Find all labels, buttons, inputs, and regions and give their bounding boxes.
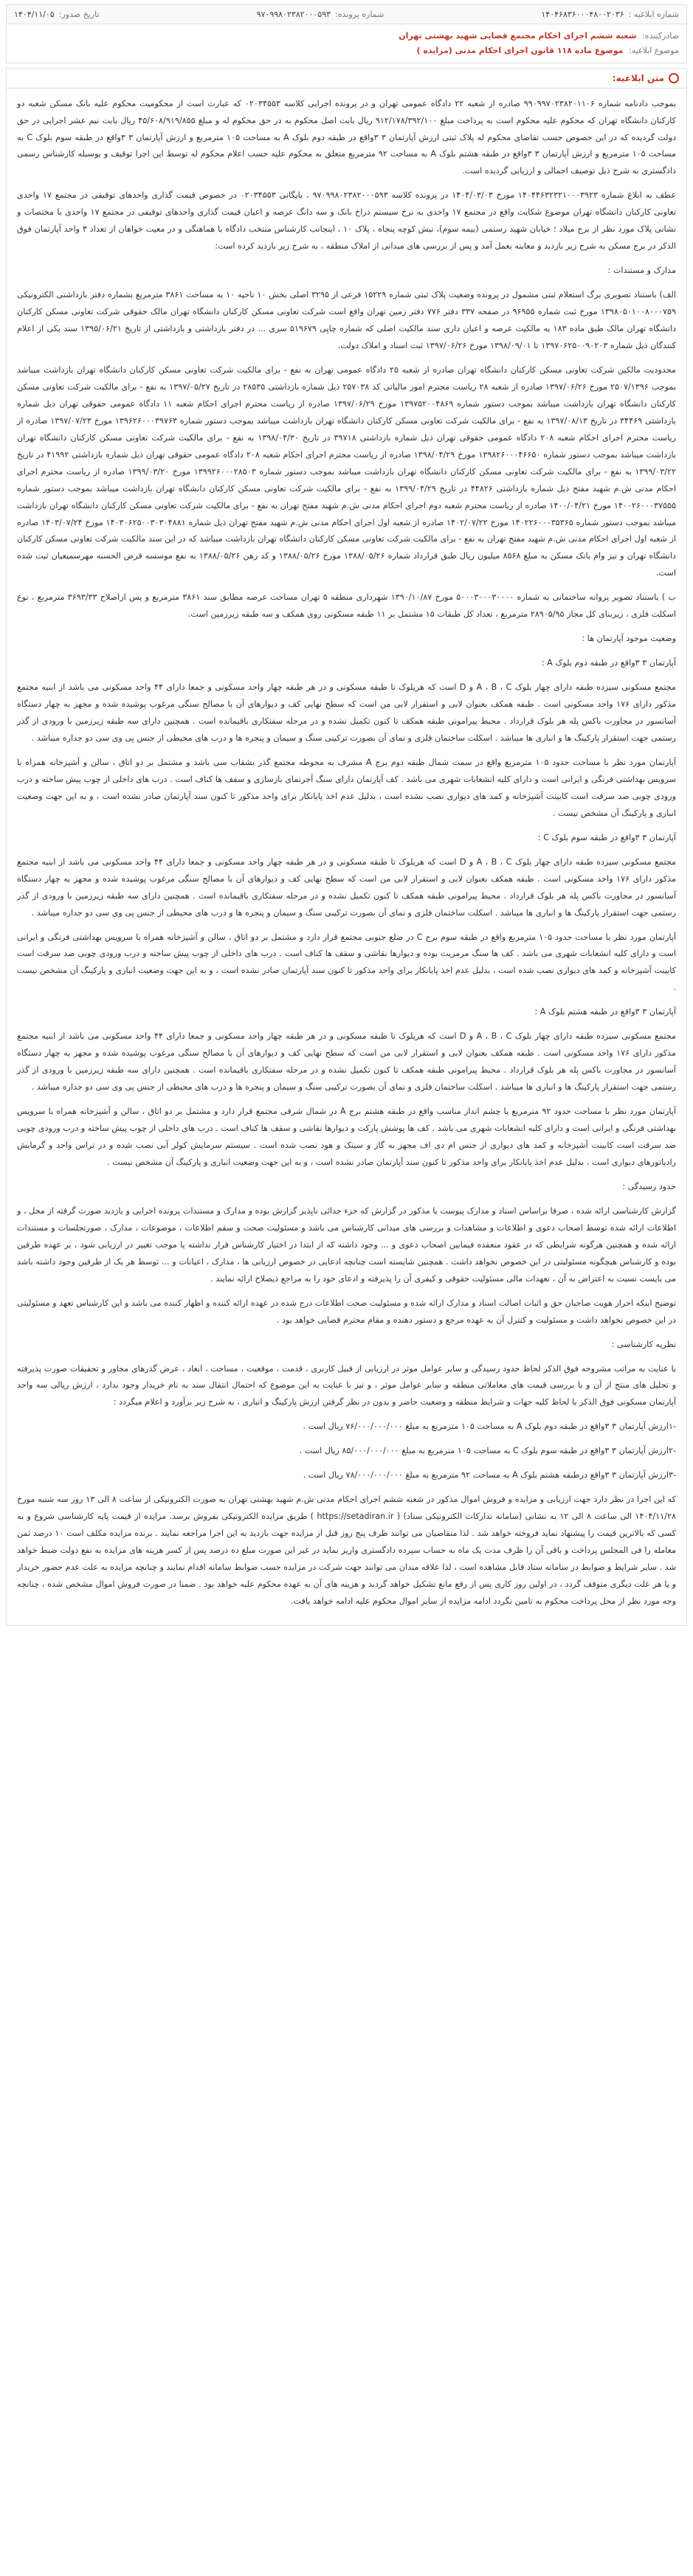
- info-circle-icon: [669, 73, 679, 83]
- notice-paragraph: با عنایت به مراتب مشروحه فوق الذکر لحاظ حدود رسیدگی و سایر عوامل موثر در ارزیابی از قبیل کاربری ، قدمت ، موقعیت ، مساحت ، ابعاد ، عرض گذرهای مجاور و تحقیقات صورت پذیرفته و تحلیل های منتج از آن و با بررسی قیمت های معاملاتی منطقه و سایر عوامل موثر ، و نیز با عنایت به این موضوع که احتمال انتقال سند به نام خریدار وجود ندارد ، ارزش ریالی سه واحد آپارتمان مسکونی فوق الذکر با لحاظ کلیه جهات و شرایط منطقه و وضعیت حاضر و بدون در نظر گرفتن ارزش پارکینگ و انباری ، به شرح زیر برآورد و اعلام میگردد :: [17, 1363, 676, 1408]
- notice-paragraph: که این اجرا در نظر دارد جهت ارزیابی و مزایده و فروش اموال مذکور در شعبه ششم اجرای احکام مدنی ش.م شهید بهشتی تهران به صورت الکترونیکی از ساعت ۸ الی ۱۳ روز سه شنبه مورخ ۱۴۰۴/۱۱/۲۸ الی ساعت ۸ الی ۱۲ به نشانی (سامانه تدارکات الکترونیکی ستاد) ( https://setadiran.ir ) طریق مزایده الکترونیکی بفروش برسد. مزایده از قیمت پایه کارشناسی شروع و به کسی که بالاترین قیمت را پیشنهاد نماید فروخته خواهد شد . لذا متقاضیان می توانند ظرف پنج روز قبل از مزایده جهت بازدید به این اجرا مراجعه نمایند . برنده مزایده مکلف است ۱۰ درصد ثمن معامله را فی المجلس پرداخت و باقی آن را ظرف مدت یک ماه به حساب سپرده دادگستری واریز نماید در غیر این صورت مبلغ ده درصد پس از کسر هزینه های مزایده به نفع دولت ضبط خواهد شد . سایر شرایط و ضوابط در سامانه ستاد قابل مشاهده است ، لذا علاقه مندان می توانند جهت شرکت در مزایده حسب ضوابط سامانه اقدام نمایند و چنانچه مزایده به علت عدم حضور خریدار و یا هر علت دیگری متوقف گردد ، در اولین روز کاری پس از رفع مانع تشکیل خواهد گردید و هزینه های آن به عهده محکوم علیه خواهد بود . ضمنا در صورت فروش اموال مشخص شده ، چنانچه وجه مورد نظر از محل پرداخت محکوم به تامین نگردد ادامه مزایده از سایر اموال محکوم علیه ادامه خواهد یافت.: [17, 1495, 676, 1606]
- notice-paragraph: مدارک و مستندات :: [607, 266, 676, 276]
- notice-paragraph: آپارتمان ۳ ۳واقع در طبقه دوم بلوک A :: [541, 658, 676, 668]
- notice-paragraph: آپارتمان ۳ ۳واقع در طبقه سوم بلوک C :: [537, 832, 676, 842]
- notice-body: [6, 88, 687, 1626]
- notice-header: [6, 24, 687, 63]
- notice-text-title: متن ابلاغیه:: [612, 72, 664, 83]
- notice-paragraph: حدود رسیدگی :: [622, 1181, 676, 1191]
- subject-row: [14, 44, 679, 58]
- case-number-label: شماره پرونده:: [335, 10, 385, 19]
- notice-paragraph: -۳ارزش آپارتمان ۳ ۳واقع درطبقه هشتم بلوک A به مساحت ۹۲ مترمربع به مبلغ ۷۸/۰۰۰/۰۰۰/۰۰۰ ریال است .: [303, 1470, 676, 1481]
- notice-number: [541, 10, 679, 19]
- notice-paragraph: مجتمع مسکونی سیزده طبقه دارای چهار بلوک A ، B ، C و D است که هریلوک تا طبقه مسکونی و در هر طبقه چهار واحد مسکونی و جمعا دارای ۴۴ واحد مسکونی می باشد از ابنیه مجتمع مذکور دارای ۱۷۶ واحد مسکونی است . طبقه همکف بعنوان لابی و استقرار لابی من است که سطح نهایی کف و دیوارهای آن با مصالح سنگی مرغوب پوشیده شده و مجهز به چهار دستگاه آسانسور در مجاورت باکس پله هر بلوک قرارداد . محیط پیرامونی طبقه همکف تا کنون تکمیل نشده و در مرحله سفتکاری باقیمانده است . همچنین دارای سه طبقه زیرزمین با ورودی از گذر رستمی جهت استقرار پارکینگ ها و انباری ها میباشد . اسکلت ساختمان فلزی و نمای آن بصورت ترکیبی سنگ و سیمان و پنجره ها و درب های محیطی از جنس پی وی سی دو جداره میباشد .: [17, 1031, 676, 1093]
- notice-paragraph: آپارتمان مورد نظر با مساحت حدود ۹۲ مترمربع با چشم انداز مناسب واقع در طبقه هشتم برج A در شمال شرقی مجتمع قرار دارد و مشتمل بر دو اتاق ، سالن و آشپزخانه همراه با سرویس بهداشتی فرنگی و ایرانی است و دارای کلیه انشعابات شهری می باشد . کف ها پوشش پارکت و دیوارها نقاشی و سقف ها کناف است . درب های داخلی از چوب پیش ساخته و درب ورودی چوبی ضد سرقت است کابینت آشپزخانه و کمد های دیواری از جنس ام دی اف مجهز به گاز و سینک و هود نصب شده است . سیستم سرمایش کولر آبی نصب شده و در تراس واحد و گرمایش رادیاتورهای دیواری است ، بدلیل عدم اخذ پایانکار برای واحد مذکور تا کنون سند آپارتمان صادر نشده است ، و به این جهت وضعیت انباری و پارکینگ آن مشخص نیست .: [17, 1107, 676, 1167]
- notice-paragraph: آپارتمان مورد نظر با مساحت حدود ۱۰۵ مترمربع واقع در سمت شمال طبقه دوم برج A مشرف به محوطه مجتمع گذر بشقاب سی باشد و مشتمل بر دو اتاق ، سالن و آشپزخانه همراه با سرویس بهداشتی فرنگی و ایرانی است و دارای کلیه انشعابات شهری می باشد . کف آپارتمان دارای سنگ آجرنمای بازسازی و سقف ها کناف است . درب های داخلی از چوب پیش ساخته و درب ورودی چوبی ضد سرقت است کابینت آشپزخانه و کمد های دیواری نصب نشده است ، بدلیل عدم اخذ پایانکار برای واحد مذکور تا کنون سند آپارتمان صادر نشده است ، و به این جهت وضعیت انباری و پارکینگ آن مشخص نیست .: [17, 757, 676, 818]
- case-number: [257, 10, 385, 19]
- notice-paragraph: مجتمع مسکونی سیزده طبقه دارای چهار بلوک A ، B ، C و D است که هریلوک تا طبقه مسکونی و در هر طبقه چهار واحد مسکونی و جمعا دارای ۴۴ واحد مسکونی می باشد از ابنیه مجتمع مذکور دارای ۱۷۶ واحد مسکونی است . طبقه همکف بعنوان لابی و استقرار لابی من است که سطح نهایی کف و دیوارهای آن با مصالح سنگی مرغوب پوشیده شده و مجهز به چهار دستگاه آسانسور در مجاورت باکس پله هر بلوک قرارداد . محیط پیرامونی طبقه همکف تا کنون تکمیل نشده و در مرحله سفتکاری باقیمانده است . همچنین دارای سه طبقه زیرزمین با ورودی از گذر رستمی جهت استقرار پارکینگ ها و انباری ها میباشد . اسکلت ساختمان فلزی و نمای آن بصورت ترکیبی سنگ و سیمان و پنجره ها و درب های محیطی از جنس پی وی سی دو جداره میباشد .: [17, 682, 676, 743]
- issue-date-value: ۱۴۰۴/۱۱/۰۵: [14, 10, 55, 19]
- issuer-label: صادرکننده:: [641, 31, 679, 41]
- case-number-value: ۹۷۰۹۹۸۰۲۳۸۲۰۰۰۵۹۳: [256, 10, 331, 19]
- notice-paragraph: مجتمع مسکونی سیزده طبقه دارای چهار بلوک A ، B ، C و D است که هریلوک تا طبقه مسکونی و در هر طبقه چهار واحد مسکونی و جمعا دارای ۴۴ واحد مسکونی می باشد از ابنیه مجتمع مذکور دارای ۱۷۶ واحد مسکونی است . طبقه همکف بعنوان لابی و استقرار لابی من است که سطح نهایی کف و دیوارهای آن با مصالح سنگی مرغوب پوشیده شده و مجهز به چهار دستگاه آسانسور در مجاورت باکس پله هر بلوک قرارداد . محیط پیرامونی طبقه همکف تا کنون تکمیل نشده و در مرحله سفتکاری باقیمانده است . همچنین دارای سه طبقه زیرزمین با ورودی از گذر رستمی جهت استقرار پارکینگ ها و انباری ها میباشد . اسکلت ساختمان فلزی و نمای آن بصورت ترکیبی سنگ و سیمان و پنجره ها و درب های محیطی از جنس پی وی سی دو جداره میباشد .: [17, 856, 676, 918]
- notice-number-value: ۱۴۰۴۶۸۳۶۰۰۰۴۸۰۰۲۰۳۶: [541, 10, 624, 19]
- notice-paragraph: ب ) باستناد تصویر پروانه ساختمانی به شماره ۵۰۰۰۳۰۰۰۳۰۰۰۰ مورخ ۱۳۹۰/۱۰/۸۷ شهرداری منطقه ۵ تهران مساحت عرصه مطابق سند ۳۸۶۱ مترمربع و پس ازاصلاح ۳۶۹۳/۳۳ مترمربع ، نوع اسکلت فلزی ، زیربنای کل مجاز ۲۸۹۰۵/۹۵ مترمربع ، تعداد کل طبقات ۱۵ مشتمل بر ۱۱ طبقه مسکونی روی همکف و سه طبقه زیرزمین است.: [17, 592, 676, 620]
- notice-paragraph: وضعیت موجود آپارتمان ها :: [582, 634, 676, 644]
- issue-date: [14, 10, 100, 19]
- meta-bar: [6, 4, 687, 24]
- notice-paragraph: الف) باستناد تصویری برگ استعلام ثبتی مشمول در پرونده وضعیت پلاک ثبتی شماره ۱۵۲۲۹ فرعی از ۳۲۹۵ اصلی بخش ۱۰ ناحیه ۱۰ به مساحت ۳۸۶۱ مترمربع بشماره دفتر بازداشتی الکترونیکی ۱۳۹۸۰۵۰۱۰۰۸۰۰۰۷۵۹ مورخ ثبت شماره ۹۶۹۵۵ در صفحه ۳۳۷ دفتر ۷۷۶ دفتر زمین تهران واقع است شرکت تعاونی مسکن کارکنان دانشگاه تهران مالک حقوقی شرکت تعاونی مسکن کارکنان دانشگاه تهران مالک طبق ماده ۱۸۳ به مالکیت عرصه و اعیان داری سند مالکیت اصلی که شماره چاپی ۵۱۹۶۷۹ سری ... در دفتر بازداشتی و بازداشتی از تاریخ ۱۳۹۵/۰۶/۲۱ سند یکی از اعلام کنندگان ذیل شماره ۱۳۹۷۰۶۲۵۰۰۹۰۲۰۳ تا ۱۳۹۸/۰۹/۰۱ مورخ ۱۳۹۷/۰۶/۲۶ ثبت اسناد و املاک دولت.: [17, 290, 676, 350]
- notice-paragraph: بموجب دادنامه شماره ۹۹۰۹۹۷۰۲۳۸۲۰۱۱۰۶ صادره از شعبه ۲۲ دادگاه عمومی تهران و در پرونده اجرایی کلاسه ۰۲۰۳۴۵۵۳ که عبارت است از محکومیت محکوم علیه بانک مسکن شعبه دو کارکنان دانشگاه تهران که محکوم علیه محکوم است به پرداخت مبلغ ۹۱۲/۱۷۸/۳۹۲/۱۰۰ ریال بابت اصل محکوم به در حق محکوم له و مبلغ ۴۵/۶۰۸/۹۱۹/۸۵۵ ریال بابت نیم عشر اجرایی در حق دولت گردیده که در این خصوص حسب تقاضای محکوم له پلاک ثبتی ارزش آپارتمان ۳ ۳واقع در طبقه دوم بلوک A به مساحت ۱۰۵ مترمربع و ارزش آپارتمان ۳ ۳واقع در طبقه سوم بلوک C به مساحت ۱۰۵ مترمربع و ارزش آپارتمان ۳ ۳واقع در طبقه هشتم بلوک A به مساحت ۹۲ مترمربع متعلق به محکوم علیه حسب اعلام محکوم له توسط این اجرا توقیف و بوسیله کارشناس رسمی دادگستری به شرح ذیل توصیف اجمالی و ارزیابی گردیده است.: [17, 98, 677, 176]
- notice-paragraph: -۲ارزش آپارتمان ۳ ۳واقع در طبقه سوم بلوک C به مساحت ۱۰۵ مترمربع به مبلغ ۸۵/۰۰۰/۰۰۰/۰۰۰ ریال است .: [299, 1446, 676, 1456]
- notice-paragraph: آپارتمان ۳ ۳واقع در طبقه هشتم بلوک A :: [534, 1007, 676, 1017]
- subject-value: موضوع ماده ۱۱۸ قانون اجرای احکام مدنی (مزایده ): [416, 45, 624, 55]
- issue-date-label: تاریخ صدور:: [58, 10, 100, 19]
- notice-paragraph: عطف به ابلاغ شماره ۱۴۰۴۴۶۳۲۳۲۱۰۰۰۳۹۲۳ مورخ ۱۴۰۴/۰۳/۰۳ در پرونده کلاسه ۹۷۰۹۹۸۰۲۳۸۲۰۰۰۵۹۳ ، بایگانی ۰۲۰۳۴۵۵۳ در خصوص قیمت گذاری واحدهای توقیفی در مجتمع ۱۷ واحدی تعاونی کارکنان دانشگاه تهران موضوع شکایت واقع در مجتمع ۱۷ واحدی به نرخ سیستم دراخ بانک و سه دانگ عرصه و اعیان قیمت گذاری واحدهای توقیفی در مجتمع ۱۷ واحدی با مختصات و نشانی پلاک مورد نظر از برج میلاد ؛ خیابان شهید رستمی (بیمه سوم)، نبش کوچه پنجاه ، پلاک ۱۰ ، اینجانب کارشناس منتخب دادگاه با هماهنگی و در معیت خواهان از تعداد ۳ واحد آپارتمان فوق الذکر در برج مسکن به شرح زیر بازدید و معاینه بعمل آمد و پس از بررسی های میدانی از املاک منطقه ، به شرح زیر بازدید کرده است:: [17, 190, 676, 252]
- notice-paragraph: نظریه کارشناسی :: [611, 1339, 676, 1349]
- notice-paragraph: محدودیت مالکین شرکت تعاونی مسکن کارکنان دانشگاه تهران صادره از شعبه ۲۵ دادگاه عمومی تهران به نفع - برای مالکیت شرکت تعاونی مسکن کارکنان دانشگاه تهران بازداشت میباشد بموجب ۲۵۰۷/۱۳۹۶ مورخ ۱۳۹۷/۰۶/۲۶ صادره از شعبه ۲۸ ریاست محترم امور مالیاتی کد ۲۵۷۰۳۸ ذیل شماره بازداشتی ۲۸۵۳۵ در تاریخ ۱۳۹۷/۰۵/۲۷ به نفع - برای مالکیت شرکت تعاونی مسکن کارکنان دانشگاه تهران بازداشت میباشد بموجب دستور شماره ۱۳۹۷۵۲۰۰۴۸۶۹ مورخ ۱۳۹۷/۰۶/۲۹ صادره از ریاست محترم اجرای احکام شعبه ۱۱ دادگاه عمومی حقوقی تهران ذیل شماره بازداشتی ۳۴۴۶۹ در تاریخ ۱۳۹۷/۰۸/۱۳ به نفع - برای مالکیت شرکت تعاونی مسکن کارکنان دانشگاه تهران بازداشت میباشد بموجب دستور شماره ۱۳۹۶۲۶۰۰۰۳۹۷۶۳ مورخ ۱۳۹۷/۰۷/۲۳ صادره از ریاست محترم اجرای احکام شعبه ۲۰۸ دادگاه عمومی حقوقی تهران ذیل شماره بازداشتی ۳۹۷۱۸ در تاریخ ۱۳۹۸/۰۴/۳۰ به نفع - برای مالکیت شرکت تعاونی مسکن کارکنان دانشگاه تهران بازداشت میباشد بموجب دستور شماره ۱۳۹۸۲۶۰۰۰۴۶۶۵۰ مورخ ۱۳۹۸/۰۴/۲۹ صادره از ریاست محترم اجرای احکام شعبه ۲۰۸ دادگاه عمومی حقوقی تهران ذیل شماره بازداشتی ۴۱۹۹۲ در تاریخ ۱۳۹۹/۰۳/۲۲ به نفع - برای مالکیت شرکت تعاونی مسکن کارکنان دانشگاه تهران بازداشت میباشد بموجب دستور شماره ۱۳۹۹۲۶۰۰۰۲۸۵۰۳ مورخ ۱۳۹۹/۰۳/۲۰ صادره از ریاست محترم اجرای احکام مدنی ش.م شهید مفتح ذیل شماره بازداشتی ۴۴۸۲۶ در تاریخ ۱۳۹۹/۰۴/۲۹ به نفع - برای مالکیت شرکت تعاونی مسکن کارکنان دانشگاه تهران بازداشت میباشد بموجب دستور شماره ۱۴۰۰۲۶۰۰۰۳۷۵۵۵ مورخ ۱۴۰۰/۰۴/۲۱ صادره از ریاست محترم شعبه دوم اجرای احکام مدنی ش.م شهید مفتح تهران به نفع - برای مالکیت شرکت تعاونی مسکن کارکنان دانشگاه تهران بازداشت میباشد بموجب دستور شماره ۱۴۰۲۲۶۰۰۰۳۵۳۶۵ مورخ ۱۴۰۲/۰۷/۲۲ صادره از شعبه اول اجرای احکام مدنی ش.م شهید مفتح تهران ذیل شماره ۱۴۰۳۰۶۲۵۰۰۳۰۳۰۴۸۸۱ مورخ ۱۴۰۳/۰۷/۲۴ صادره از شعبه اول اجرای احکام مدنی ش.م شهید مفتح تهران به نفع - برای مالکیت شرکت تعاونی مسکن کارکنان دانشگاه تهران بازداشت میباشد که در این سند مالکیت شرکت تعاونی مسکن کارکنان دانشگاه تهران و نیز وام بانک مسکن به مبلغ ۸۵۶۸ میلیون ریال طبق قرارداد شماره ۱۳۸۸/۰۵/۲۶ مورخ ۱۳۸۸/۰۵/۲۶ و کد رهن ۱۳۸۸/۰۵/۲۶ به نفع موسسه قرض الحسنه مهرسمیعیان ثبت شده است.: [17, 364, 677, 578]
- issuer-value: شعبه ششم اجرای احکام مجتمع قضایی شهید بهشتی تهران: [399, 31, 637, 41]
- subject-label: موضوع ابلاغیه:: [628, 45, 679, 55]
- notice-paragraph: -۱ارزش آپارتمان ۳ ۳واقع در طبقه دوم بلوک A به مساحت ۱۰۵ مترمربع به مبلغ ۷۶/۰۰۰/۰۰۰/۰۰۰ ریال است .: [303, 1422, 676, 1432]
- issuer-row: [14, 29, 679, 44]
- notice-text-heading: [6, 68, 687, 88]
- notice-paragraph: آپارتمان مورد نظر با مساحت حدود ۱۰۵ مترمربع واقع در طبقه سوم برج C در ضلع جنوبی مجتمع قرار دارد و مشتمل بر دو اتاق ، سالن و آشپزخانه همراه با سرویس بهداشتی فرنگی و ایرانی است و دارای کلیه انشعابات شهری می باشد . کف ها سنگ مرمریت بوده و دیوارها نقاشی و سقف ها کناف است . درب های داخلی از چوب پیش ساخته و درب ورودی چوبی ضد سرقت است کابینت آشپزخانه و کمد های دیواری نصب شده است ، بدلیل عدم اخذ پایانکار برای واحد مذکور تا کنون سند آپارتمان صادر نشده است ، و به این جهت وضعیت انباری و پارکینگ آن مشخص نیست .: [17, 932, 676, 993]
- notice-number-label: شماره ابلاغیه :: [628, 10, 679, 19]
- notice-paragraph: توضیح اینکه احراز هویت صاحبان حق و اثبات اصالت اسناد و مدارک ارائه شده و مسئولیت صحت اطلاعات درج شده در عهده ارائه کننده و اظهار کننده می باشد و این کارشناس تعهد و مسئولیتی در این خصوص نخواهد داشت و مسئولیت و کنترل آن به عهده مرجع و دستور دهنده و مقام محترم قضایی خواهد بود .: [17, 1298, 676, 1325]
- notice-paragraph: گزارش کارشناسی ارائه شده ، صرفا براساس اسناد و مدارک پیوست یا مذکور در گزارش که جزء جدائی ناپذیر گزارش بوده و مدارک و مستندات پرونده اجرایی و بازدید صورت گرفته از محل ، و اطلاعات ارائه شده توسط اصحاب دعوی و اطلاعات و مشاهدات و بررسی های میدانی کارشناس می باشد و مسئولیت صحت و سقم اطلاعات ، موضوعات ، مدارک ، صورتجلسات و مستندات ارائه شده و همچنین هرگونه شرایطی که در عقود منعقده فیمابین اصحاب دعوی و ... وجود داشته که از ابتدا در اختیار کارشناس قرار نداشته یا موجب تغییر در ارزیابی شود ، بر عهده طرفین بوده و کارشناس هیچگونه مسئولیتی در این خصوص نخواهد داشت . همچنین شایسته است چنانچه ادعایی در خصوص ارزیابی ها ، مدارک ، اعیانات و ... توسط هر یک از طرفین وجود داشته باشد می بایست نسبت به اعتراض به آن ، تعهدات مالی مسئولیت حقوقی و کیفری آن را پذیرفته و ادعای خود را به مراجع ذیصلاح ارائه نمایند .: [17, 1205, 676, 1284]
